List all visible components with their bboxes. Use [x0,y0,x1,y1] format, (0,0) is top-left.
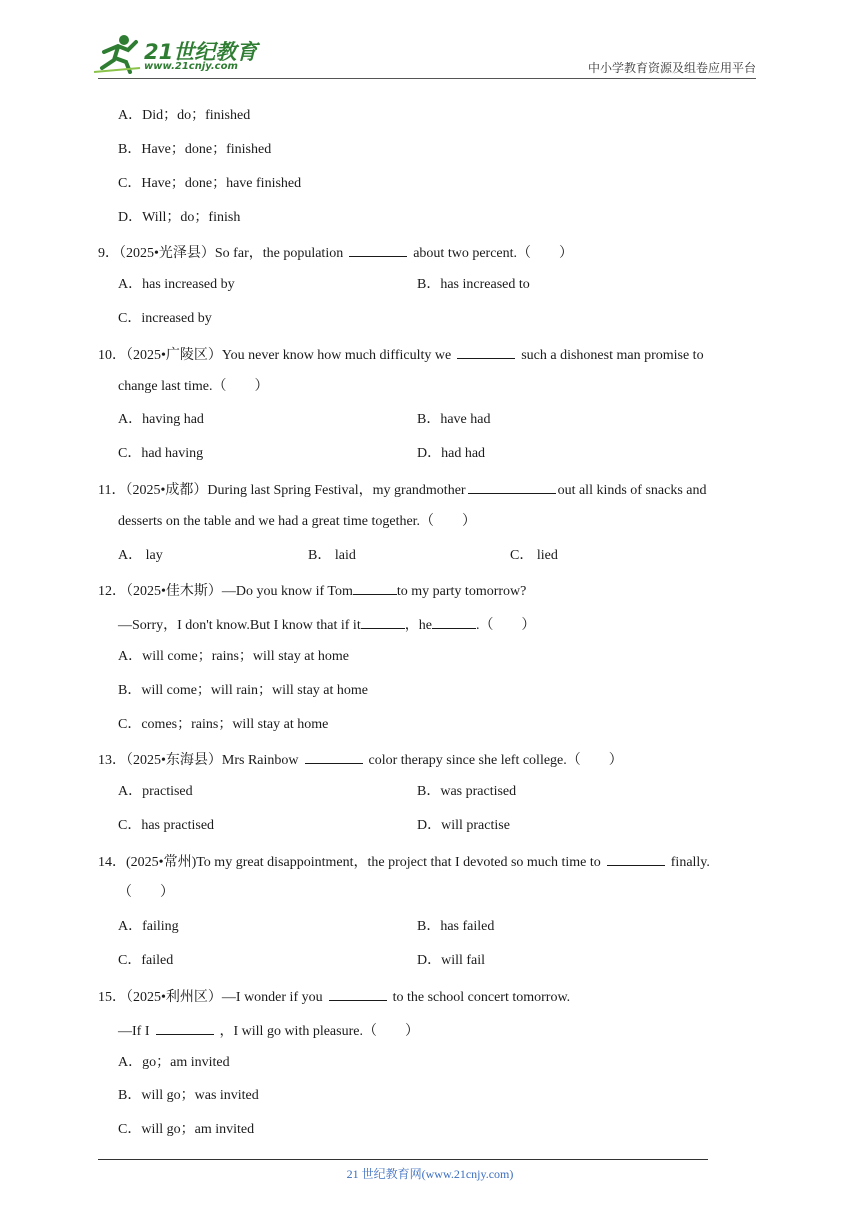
q9-stem-pre: 9．（2025•光泽县）So far，the population [98,246,344,261]
answer-blank [361,614,405,629]
q14-stem [98,851,710,872]
q11-stem [98,479,707,500]
q9-stem [98,242,573,263]
q10-stem-post: such a dishonest man promise to [521,348,704,363]
q12-stem-post: to my party tomorrow? [396,584,527,599]
q8-option-a: A．Did；do；finished [118,108,251,123]
q14-stem-continued: （ ） [118,885,174,900]
q11-option-a: A． lay [118,548,163,563]
q11-option-c: C． lied [510,548,558,563]
answer-blank [329,986,387,1001]
q13-option-a: A．practised [118,784,193,799]
q15-stem-post: to the school concert tomorrow. [392,990,571,1005]
q12-option-b: B．will come；will rain；will stay at home [118,683,369,698]
q14-option-b: B．has failed [417,919,495,934]
answer-blank [353,580,397,595]
footer-divider [98,1159,708,1160]
q13-stem-pre: 13．（2025•东海县）Mrs Rainbow [98,753,299,768]
q11-option-b: B． laid [308,548,356,563]
q12-cont-b: ，he [404,618,432,633]
answer-blank [607,851,665,866]
q13-option-b: B．was practised [417,784,517,799]
q14-stem-post: finally. [670,855,710,870]
logo-url: www.21cnjy.com [144,61,238,72]
q8-option-b: B．Have；done；finished [118,142,272,157]
q12-stem-pre: 12．（2025•佳木斯）—Do you know if Tom [98,584,353,599]
q14-option-a: A．failing [118,919,179,934]
q15-option-a: A．go；am invited [118,1055,230,1070]
q9-option-c: C．increased by [118,311,212,326]
q11-stem-post: out all kinds of snacks and [557,483,707,498]
site-logo [94,34,264,78]
q14-option-c: C．failed [118,953,174,968]
q9-option-a: A．has increased by [118,277,235,292]
answer-blank [156,1020,214,1035]
q15-stem [98,986,570,1007]
q15-stem-continued [118,1020,419,1041]
q15-option-c: C．will go；am invited [118,1122,255,1137]
q15-cont-a: —If I [118,1024,150,1039]
q11-stem-continued: desserts on the table and we had a great time together.（ ） [118,514,477,529]
q12-cont-a: —Sorry，I don't know.But I know that if it [118,618,361,633]
q13-option-d: D．will practise [417,818,510,833]
q12-stem-continued [118,614,535,635]
q9-option-b: B．has increased to [417,277,530,292]
q13-stem [98,749,623,770]
answer-blank [305,749,363,764]
logo-text: 21世纪教育 [144,40,258,64]
q12-stem [98,580,526,601]
footer-text: 21 世纪教育网(www.21cnjy.com) [346,1167,514,1181]
q15-stem-pre: 15．（2025•利州区）—I wonder if you [98,990,323,1005]
q8-option-d: D．Will；do；finish [118,210,241,225]
q9-stem-post: about two percent.（ ） [413,246,574,261]
q11-stem-pre: 11．（2025•成都）During last Spring Festival，my grandmother [98,483,466,498]
q13-option-c: C．has practised [118,818,215,833]
q10-option-b: B．have had [417,412,491,427]
q8-option-c: C．Have；done；have finished [118,176,302,191]
q10-option-c: C．had having [118,446,204,461]
q12-option-a: A．will come；rains；will stay at home [118,649,349,664]
answer-blank [468,479,556,494]
q12-cont-c: .（ ） [475,618,536,633]
page-header [0,0,860,82]
runner-logo-icon [94,34,142,74]
q15-cont-b: ，I will go with pleasure.（ ） [219,1024,419,1039]
header-platform-title: 中小学教育资源及组卷应用平台 [587,61,756,75]
q10-option-d: D．had had [417,446,486,461]
q10-stem [98,344,704,365]
q10-option-a: A．having had [118,412,204,427]
q10-stem-pre: 10．（2025•广陵区）You never know how much difficulty we [98,348,452,363]
answer-blank [432,614,476,629]
header-divider [98,78,756,79]
q14-option-d: D．will fail [417,953,486,968]
answer-blank [457,344,515,359]
q13-stem-post: color therapy since she left college.（ ） [368,753,623,768]
q15-option-b: B．will go；was invited [118,1088,259,1103]
answer-blank [349,242,407,257]
q10-stem-continued: change last time.（ ） [118,379,269,394]
q14-stem-pre: 14．(2025•常州)To my great disappointment，the project that I devoted so much time to [98,855,601,870]
q12-option-c: C．comes；rains；will stay at home [118,717,329,732]
